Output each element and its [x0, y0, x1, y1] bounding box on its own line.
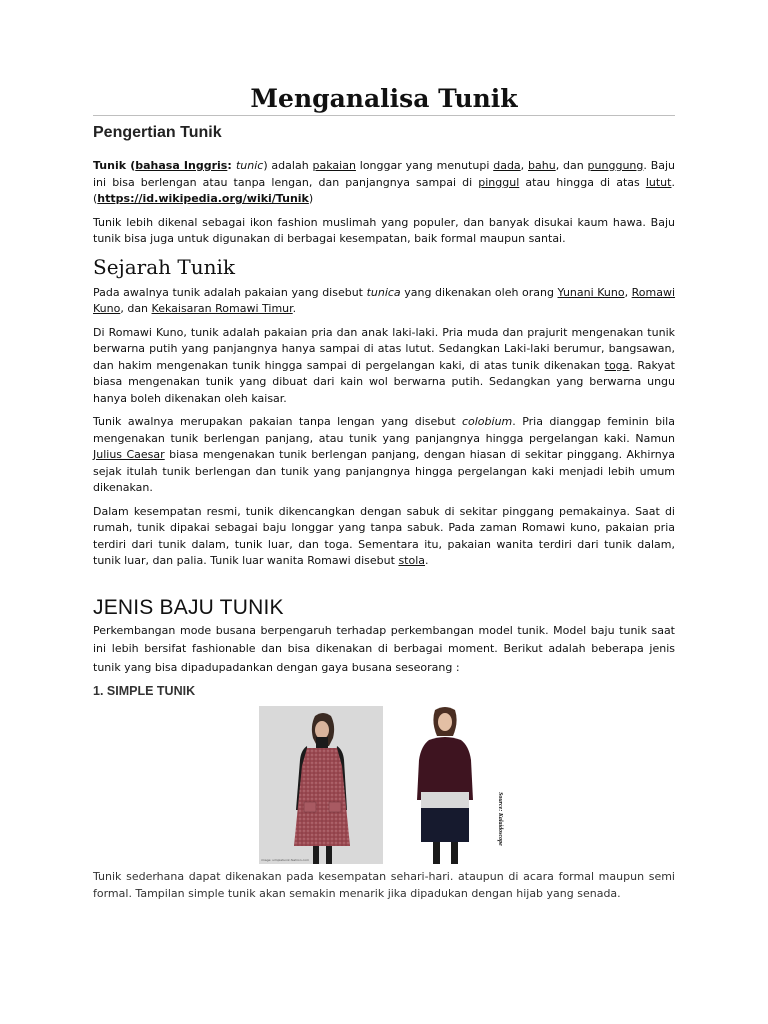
link-lutut[interactable]: lutut: [645, 175, 672, 189]
paragraph-pengertian-1: Tunik (bahasa Inggris: tunic) adalah pakaian longgar yang menutupi dada, bahu, dan punggung. Baju ini bisa berlengan atau tanpa lengan, dan panjangnya sampai di pinggul atau hingga di atas lutut. (https://id.wikipedia.org/wiki/Tunik): [93, 159, 676, 205]
heading-pengertian: Pengertian Tunik: [93, 124, 222, 141]
link-stola[interactable]: stola: [398, 554, 426, 567]
photo-simple-tunik-red: [259, 706, 383, 864]
photo-simple-tunik-maroon: [393, 706, 513, 864]
link-pakaian[interactable]: pakaian: [312, 159, 356, 172]
photo-credit: image: simpletunik.fashion.com: [261, 858, 310, 862]
paragraph-sejarah-4: Dalam kesempatan resmi, tunik dikencangkan dengan sabuk di sekitar pinggang pemakainya. Saat di rumah, tunik dipakai sebagai baju longgar yang tanpa sabuk. Pada zaman Romawi kuno, pakaian pria terdiri dari tunik dalam, tunik luar, dan toga. Sementara itu, pakaian wanita terdiri dari tunik dalam, tunik luar, dan palia. Tunik luar wanita Romawi disebut stola.: [93, 504, 675, 567]
link-punggung[interactable]: punggung: [587, 159, 644, 172]
figure-row: [93, 706, 675, 866]
paragraph-sejarah-3: Tunik awalnya merupakan pakaian tanpa lengan yang disebut colobium. Pria dianggap feminin bila mengenakan tunik berlengan panjang, atau tunik yang panjangnya hingga pergelangan kaki. Namun Julius Caesar biasa mengenakan tunik berlengan panjang, dengan hiasan di sekitar pinggang. Akhirnya sejak itulah tunik berlengan dan tunik yang panjangnya hingga pergelangan kaki menjadi lebih umum dikenakan.: [93, 415, 676, 494]
photo-source-label: Source: Kalaidoscope: [497, 792, 503, 846]
link-wikipedia-url[interactable]: https://id.wikipedia.org/wiki/Tunik: [97, 192, 309, 205]
heading-jenis-baju-tunik: JENIS BAJU TUNIK: [93, 595, 284, 619]
link-bahasa-inggris[interactable]: bahasa Inggris: [135, 159, 228, 172]
woman-red-tunic-illustration: [259, 706, 383, 864]
link-yunani-kuno[interactable]: Yunani Kuno: [557, 285, 625, 299]
document-page: [93, 84, 675, 909]
paragraph-sejarah-2: Di Romawi Kuno, tunik adalah pakaian pria dan anak laki-laki. Pria muda dan prajurit mengenakan tunik berwarna putih yang panjangnya hanya sampai di atas lutut. Sedangkan Laki-laki berumur, bangsawan, dan hakim mengenakan tunik hingga sampai di pergelangan kaki, di atas tunik dikenakan toga. Rakyat biasa mengenakan tunik yang dibuat dari kain wol berwarna putih. Sedangkan yang berwarna ungu hanya boleh dikenakan oleh kaisar.: [93, 325, 675, 405]
paragraph-caption-simple-tunik: Tunik sederhana dapat dikenakan pada kesempatan sehari-hari. ataupun di acara formal maupun semi formal. Tampilan simple tunik akan semakin menarik jika dipadukan dengan hijab yang senada.: [93, 870, 675, 900]
link-julius-caesar[interactable]: Julius Caesar: [93, 448, 165, 461]
link-romawi-kuno[interactable]: Romawi Kuno: [93, 285, 676, 315]
page-title: Menganalisa Tunik: [93, 84, 675, 116]
paragraph-pengertian-2: Tunik lebih dikenal sebagai ikon fashion muslimah yang populer, dan banyak disukai kaum hawa. Baju tunik bisa juga untuk digunakan di berbagai kesempatan, baik formal maupun santai.: [93, 215, 675, 245]
heading-sejarah: Sejarah Tunik: [93, 254, 236, 279]
link-pinggul[interactable]: pinggul: [478, 175, 520, 189]
link-bahu[interactable]: bahu: [528, 159, 556, 172]
paragraph-jenis-1: Perkembangan mode busana berpengaruh terhadap perkembangan model tunik. Model baju tunik saat ini lebih bersifat fashionable dan bisa dikenakan di berbagai moment. Berikut adalah beberapa jenis tunik yang bisa dipadupadankan dengan gaya busana seseorang :: [93, 623, 675, 674]
link-kekaisaran-romawi-timur[interactable]: Kekaisaran Romawi Timur: [151, 302, 293, 315]
paragraph-sejarah-1: Pada awalnya tunik adalah pakaian yang disebut tunica yang dikenakan oleh orang Yunani Kuno, Romawi Kuno, dan Kekaisaran Romawi Timur.: [93, 285, 676, 315]
heading-simple-tunik: 1. SIMPLE TUNIK: [93, 684, 196, 698]
link-dada[interactable]: dada: [493, 159, 521, 172]
link-toga[interactable]: toga: [604, 358, 630, 372]
